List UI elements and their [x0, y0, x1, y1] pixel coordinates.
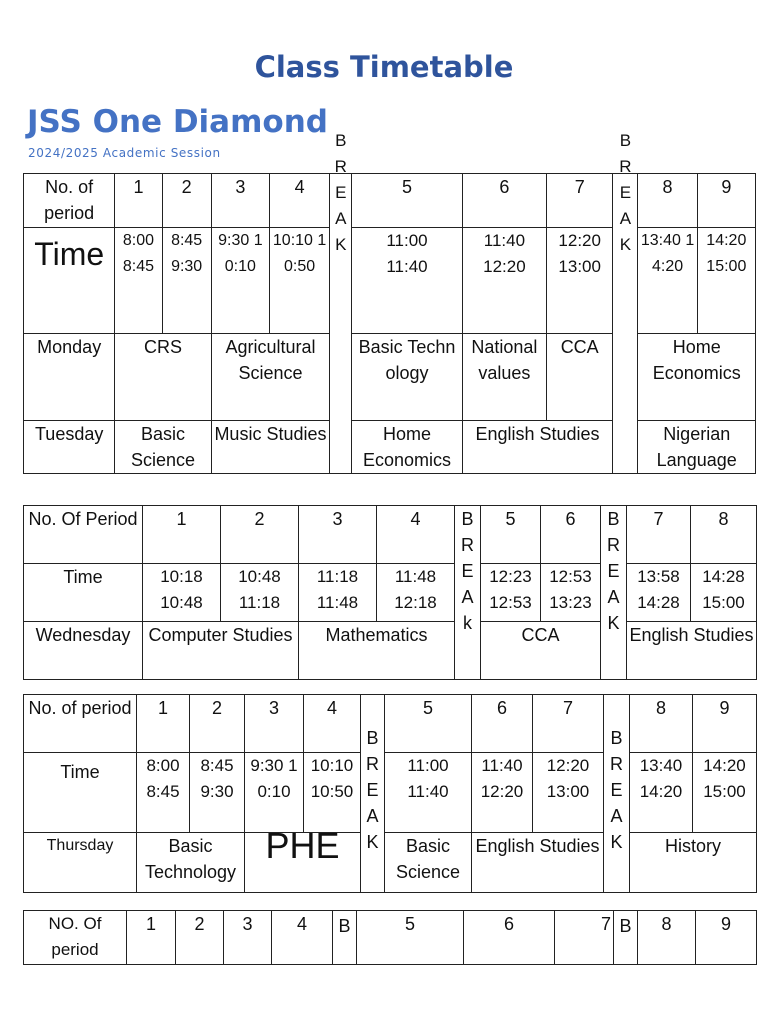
period-number: 2: [190, 695, 245, 753]
break-column: [330, 131, 352, 474]
time-label: Time: [24, 228, 115, 334]
period-number: 1: [115, 174, 162, 228]
subject-cell: English Studies: [627, 622, 757, 680]
time-slot: 12:53 13:23: [541, 564, 601, 622]
time-slot: 8:45 9:30: [190, 753, 245, 833]
subject-cell: CCA: [547, 334, 613, 421]
time-slot: 11:40 12:20: [462, 228, 546, 334]
period-number: 3: [224, 911, 272, 965]
period-number: 5: [352, 174, 462, 228]
subject-cell: Basic Science: [385, 833, 472, 893]
subject-cell: PHE: [245, 833, 361, 893]
period-number: 7: [627, 506, 691, 564]
break-letter: A: [619, 209, 632, 228]
subject-cell: CCA: [481, 622, 601, 680]
subject-cell: Computer Studies: [143, 622, 299, 680]
class-name: JSS One Diamond: [27, 104, 328, 140]
day-tuesday: Tuesday: [24, 421, 115, 474]
break-letter: K: [610, 832, 623, 852]
break-letter: R: [461, 535, 474, 555]
timetable-wednesday: [23, 505, 757, 680]
break-letter: B: [610, 728, 623, 748]
period-number: 4: [272, 911, 333, 965]
break-column: [455, 506, 481, 680]
period-header: No. of period: [24, 695, 137, 753]
break-letter: A: [610, 806, 623, 826]
period-number: 9: [697, 174, 755, 228]
break-letter: E: [335, 183, 347, 202]
period-number: 7: [555, 911, 614, 965]
time-slot: 14:20 15:00: [693, 753, 757, 833]
break-letter: K: [335, 235, 347, 254]
period-number: 4: [377, 506, 455, 564]
time-slot: 12:20 13:00: [533, 753, 604, 833]
period-number: 5: [357, 911, 464, 965]
break-column: [601, 506, 627, 680]
break-letter: K: [619, 235, 632, 254]
break-letter: A: [607, 587, 620, 607]
break-letter: K: [607, 613, 620, 633]
page-title: Class Timetable: [254, 50, 514, 84]
subject-cell: English Studies: [472, 833, 604, 893]
break-letter: E: [461, 561, 474, 581]
break-label: B: [614, 911, 638, 965]
period-header: NO. Of period: [24, 911, 127, 965]
period-number: 1: [137, 695, 190, 753]
time-slot: 8:00 8:45: [137, 753, 190, 833]
break-letter: E: [607, 561, 620, 581]
break-label: [457, 506, 478, 636]
break-letter: R: [366, 754, 379, 774]
day-monday: Monday: [24, 334, 115, 421]
subject-cell: National values: [462, 334, 546, 421]
period-number: 6: [464, 911, 555, 965]
time-slot: 12:23 12:53: [481, 564, 541, 622]
time-slot: 11:18 11:48: [299, 564, 377, 622]
subject-cell: Music Studies: [211, 421, 329, 474]
period-number: 4: [269, 174, 329, 228]
time-slot: 11:00 11:40: [352, 228, 462, 334]
break-letter: B: [366, 728, 379, 748]
time-slot: 12:20 13:00: [547, 228, 613, 334]
break-letter: K: [366, 832, 379, 852]
time-label: Time: [24, 564, 143, 622]
period-number: 6: [541, 506, 601, 564]
break-column: [361, 695, 385, 893]
period-number: 2: [176, 911, 224, 965]
day-wednesday: Wednesday: [24, 622, 143, 680]
time-slot: 10:48 11:18: [221, 564, 299, 622]
period-number: 9: [693, 695, 757, 753]
period-number: 6: [462, 174, 546, 228]
break-letter: E: [610, 780, 623, 800]
period-number: 1: [143, 506, 221, 564]
subject-cell: Basic Science: [115, 421, 211, 474]
period-number: 5: [481, 506, 541, 564]
timetable-friday: [23, 910, 757, 965]
break-letter: A: [366, 806, 379, 826]
time-slot: 13:40 14:20: [630, 753, 693, 833]
period-number: 6: [472, 695, 533, 753]
period-number: 7: [533, 695, 604, 753]
subject-cell: Basic Technology: [137, 833, 245, 893]
time-slot: 13:40 14:20: [638, 228, 697, 334]
break-letter: E: [366, 780, 379, 800]
period-number: 9: [696, 911, 757, 965]
subject-cell: History: [630, 833, 757, 893]
time-slot: 11:48 12:18: [377, 564, 455, 622]
time-slot: 10:10 10:50: [304, 753, 361, 833]
break-column: [613, 131, 638, 474]
subject-cell: English Studies: [462, 421, 613, 474]
break-label: [615, 128, 635, 258]
time-slot: 9:30 10:10: [211, 228, 269, 334]
break-letter: R: [610, 754, 623, 774]
academic-session: 2024/2025 Academic Session: [28, 146, 221, 160]
break-letter: B: [619, 131, 632, 150]
break-letter: A: [335, 209, 347, 228]
break-letter: A: [461, 587, 474, 607]
subject-cell: Basic Technology: [352, 334, 462, 421]
time-slot: 10:10 10:50: [269, 228, 329, 334]
day-thursday: Thursday: [24, 833, 137, 893]
break-label: [363, 725, 382, 855]
period-number: 1: [127, 911, 176, 965]
period-header: No. of period: [24, 174, 115, 228]
period-number: 2: [221, 506, 299, 564]
time-slot: 9:30 10:10: [245, 753, 304, 833]
subject-cell: Home Economics: [638, 334, 756, 421]
break-letter: B: [335, 131, 347, 150]
time-slot: 10:18 10:48: [143, 564, 221, 622]
break-label: [332, 128, 349, 258]
time-slot: 13:58 14:28: [627, 564, 691, 622]
break-letter: B: [607, 509, 620, 529]
period-number: 8: [638, 174, 697, 228]
time-slot: 11:00 11:40: [385, 753, 472, 833]
break-label: B: [333, 911, 357, 965]
break-label: [603, 506, 624, 636]
period-number: 8: [638, 911, 696, 965]
time-slot: 8:00 8:45: [115, 228, 162, 334]
break-letter: E: [619, 183, 632, 202]
break-letter: k: [463, 613, 472, 633]
subject-cell: Nigerian Language: [638, 421, 756, 474]
period-number: 7: [547, 174, 613, 228]
period-number: 4: [304, 695, 361, 753]
break-label: [606, 725, 627, 855]
subject-cell: Agricultural Science: [211, 334, 329, 421]
break-letter: B: [461, 509, 474, 529]
time-slot: 8:45 9:30: [162, 228, 211, 334]
period-number: 2: [162, 174, 211, 228]
subject-cell: Home Economics: [352, 421, 462, 474]
timetable-thursday: [23, 694, 757, 893]
period-number: 3: [245, 695, 304, 753]
break-letter: R: [619, 157, 632, 176]
time-slot: 11:40 12:20: [472, 753, 533, 833]
period-number: 8: [630, 695, 693, 753]
time-label: Time: [24, 753, 137, 833]
time-slot: 14:20 15:00: [697, 228, 755, 334]
break-letter: R: [334, 157, 347, 176]
subject-cell: CRS: [115, 334, 211, 421]
period-number: 8: [691, 506, 757, 564]
period-number: 3: [211, 174, 269, 228]
time-slot: 14:28 15:00: [691, 564, 757, 622]
period-number: 5: [385, 695, 472, 753]
period-header: No. Of Period: [24, 506, 143, 564]
break-column: [604, 695, 630, 893]
period-number: 3: [299, 506, 377, 564]
break-letter: R: [607, 535, 620, 555]
subject-cell: Mathematics: [299, 622, 455, 680]
